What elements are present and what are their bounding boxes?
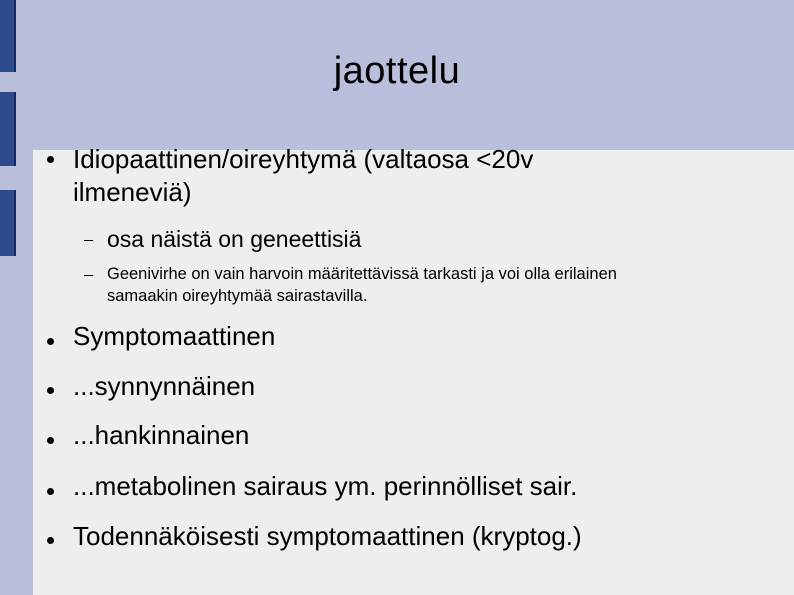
bullet-dot-icon: [47, 437, 54, 444]
sub-bullet-text: osa näistä on geneettisiä: [107, 226, 362, 252]
dash-icon: [84, 275, 93, 276]
decorative-bar-middle: [0, 92, 16, 166]
bullet-text-line2: ilmeneviä): [73, 177, 192, 207]
decorative-bar-lower: [0, 190, 16, 256]
bullet-dot-icon: [47, 387, 54, 394]
bullet-text: ...metabolinen sairaus ym. perinnölliset sair.: [73, 471, 578, 501]
sub-bullet-text-line1: Geenivirhe on vain harvoin määritettävissä tarkasti ja voi olla erilainen: [107, 265, 617, 283]
bullet-dot-icon: [47, 537, 54, 544]
bullet-text-line1: Idiopaattinen/oireyhtymä (valtaosa <20v: [73, 144, 534, 174]
slide-title: jaottelu: [333, 50, 461, 92]
dash-icon: [84, 240, 93, 241]
bullet-dot-icon: [47, 338, 54, 345]
sub-bullet-text-line2: samaakin oireyhtymää sairastavilla.: [107, 287, 368, 305]
bullet-text: ...synnynnäinen: [73, 371, 256, 401]
bullet-dot-icon: [47, 488, 54, 495]
bullet-text: ...hankinnainen: [73, 420, 250, 450]
bullet-dot-icon: [47, 156, 54, 163]
bullet-text: Symptomaattinen: [73, 321, 276, 351]
bullet-text: Todennäköisesti symptomaattinen (kryptog.): [73, 521, 582, 551]
